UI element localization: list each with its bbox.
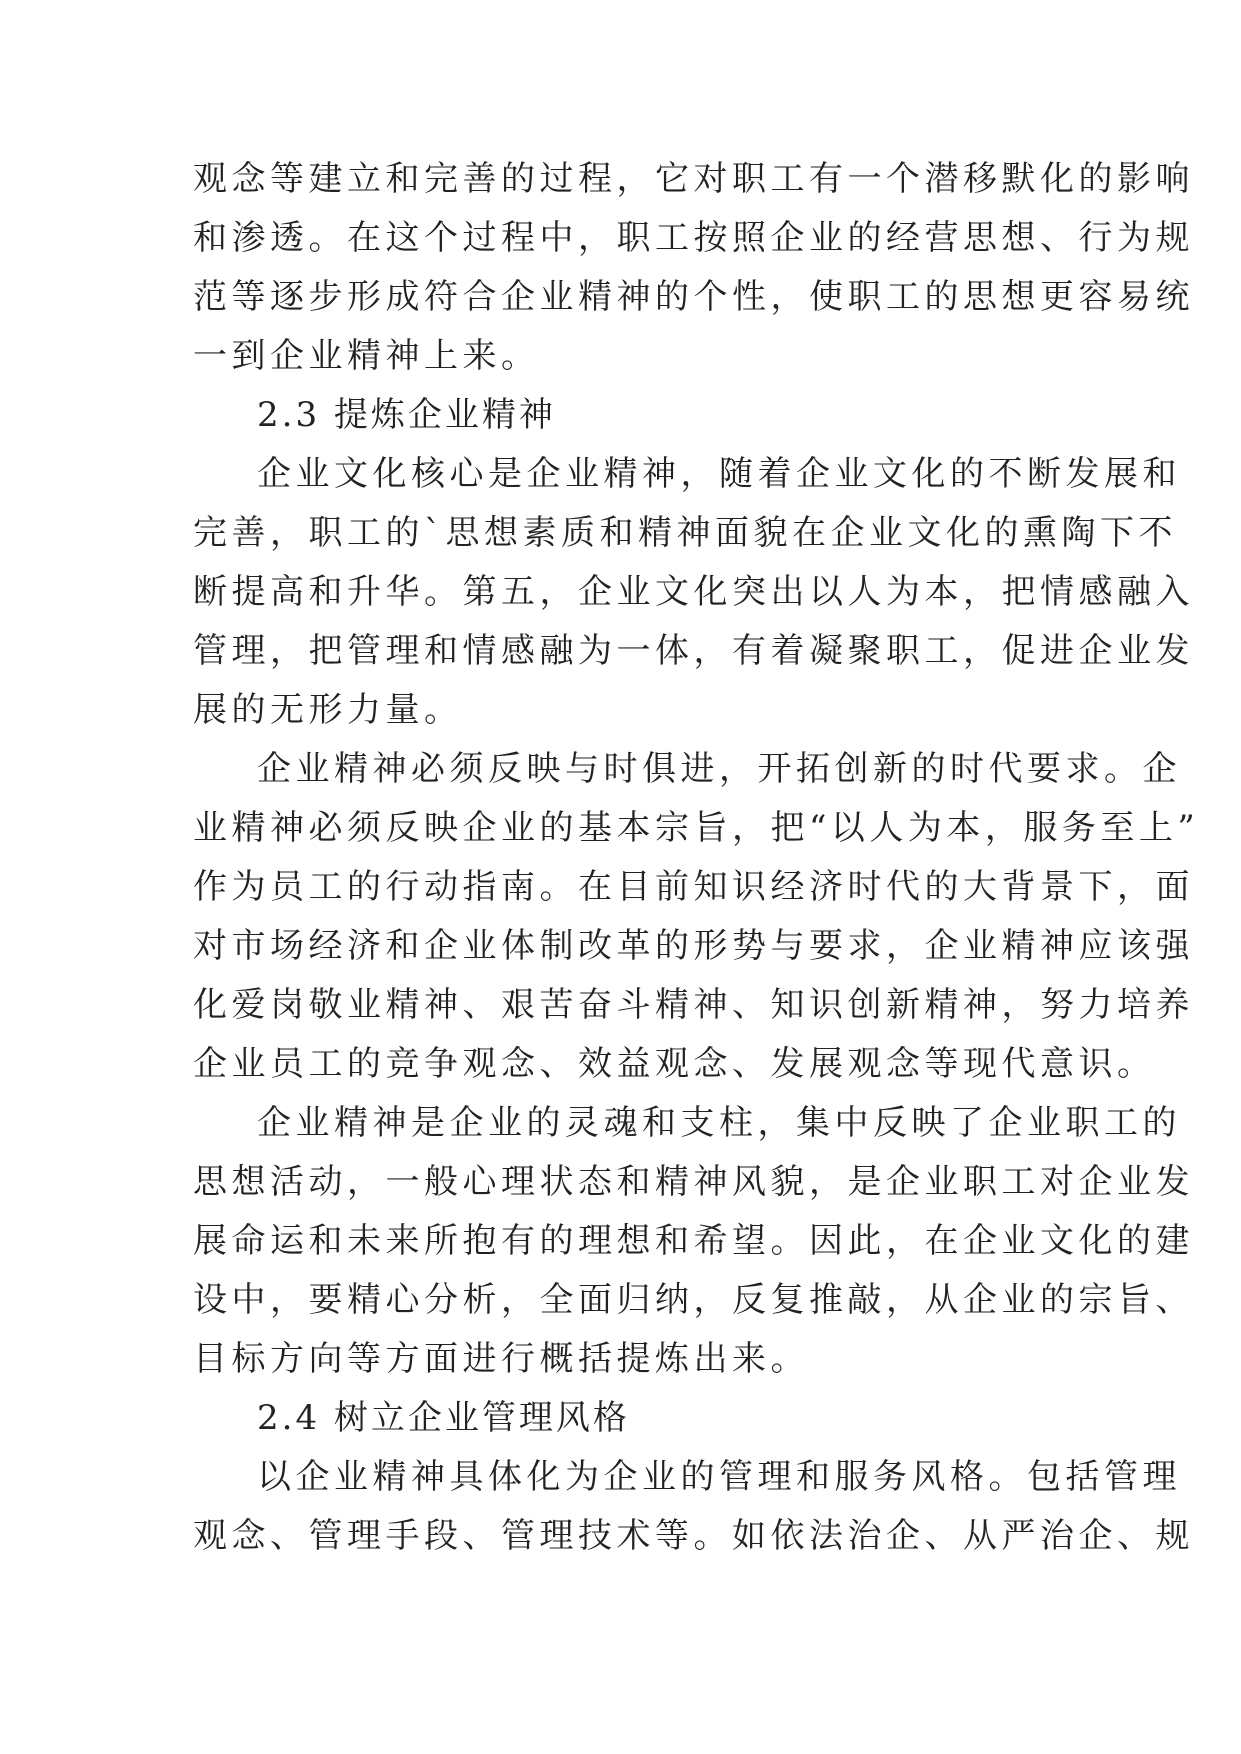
- paragraph-line: 展的无形力量。: [193, 690, 463, 730]
- paragraph-line: 企业精神必须反映与时俱进，开拓创新的时代要求。企: [257, 749, 1181, 789]
- paragraph-line: 化爱岗敬业精神、艰苦奋斗精神、知识创新精神，努力培养: [193, 985, 1194, 1025]
- paragraph-line: 以企业精神具体化为企业的管理和服务风格。包括管理: [257, 1457, 1181, 1497]
- paragraph-line: 作为员工的行动指南。在目前知识经济时代的大背景下，面: [193, 867, 1194, 907]
- paragraph-line: 观念等建立和完善的过程，它对职工有一个潜移默化的影响: [193, 159, 1194, 199]
- section-heading-2-4: 2.4 树立企业管理风格: [257, 1398, 630, 1438]
- paragraph-line: 企业精神是企业的灵魂和支柱，集中反映了企业职工的: [257, 1103, 1181, 1143]
- paragraph-line: 和渗透。在这个过程中，职工按照企业的经营思想、行为规: [193, 218, 1194, 258]
- paragraph-line: 一到企业精神上来。: [193, 336, 540, 376]
- paragraph-line: 企业文化核心是企业精神，随着企业文化的不断发展和: [257, 454, 1181, 494]
- paragraph-line: 对市场经济和企业体制改革的形势与要求，企业精神应该强: [193, 926, 1194, 966]
- paragraph-line: 展命运和未来所抱有的理想和希望。因此，在企业文化的建: [193, 1221, 1194, 1261]
- section-heading-2-3: 2.3 提炼企业精神: [257, 395, 556, 435]
- paragraph-line: 企业员工的竞争观念、效益观念、发展观念等现代意识。: [193, 1044, 1156, 1084]
- paragraph-line: 完善，职工的`思想素质和精神面貌在企业文化的熏陶下不: [193, 513, 1177, 553]
- paragraph-line: 思想活动，一般心理状态和精神风貌，是企业职工对企业发: [193, 1162, 1194, 1202]
- paragraph-line: 设中，要精心分析，全面归纳，反复推敲，从企业的宗旨、: [193, 1280, 1194, 1320]
- paragraph-line: 观念、管理手段、管理技术等。如依法治企、从严治企、规: [193, 1516, 1194, 1556]
- paragraph-line: 业精神必须反映企业的基本宗旨，把“以人为本，服务至上”: [193, 808, 1200, 848]
- paragraph-line: 目标方向等方面进行概括提炼出来。: [193, 1339, 809, 1379]
- paragraph-line: 范等逐步形成符合企业精神的个性，使职工的思想更容易统: [193, 277, 1194, 317]
- paragraph-line: 管理，把管理和情感融为一体，有着凝聚职工，促进企业发: [193, 631, 1194, 671]
- paragraph-line: 断提高和升华。第五，企业文化突出以人为本，把情感融入: [193, 572, 1194, 612]
